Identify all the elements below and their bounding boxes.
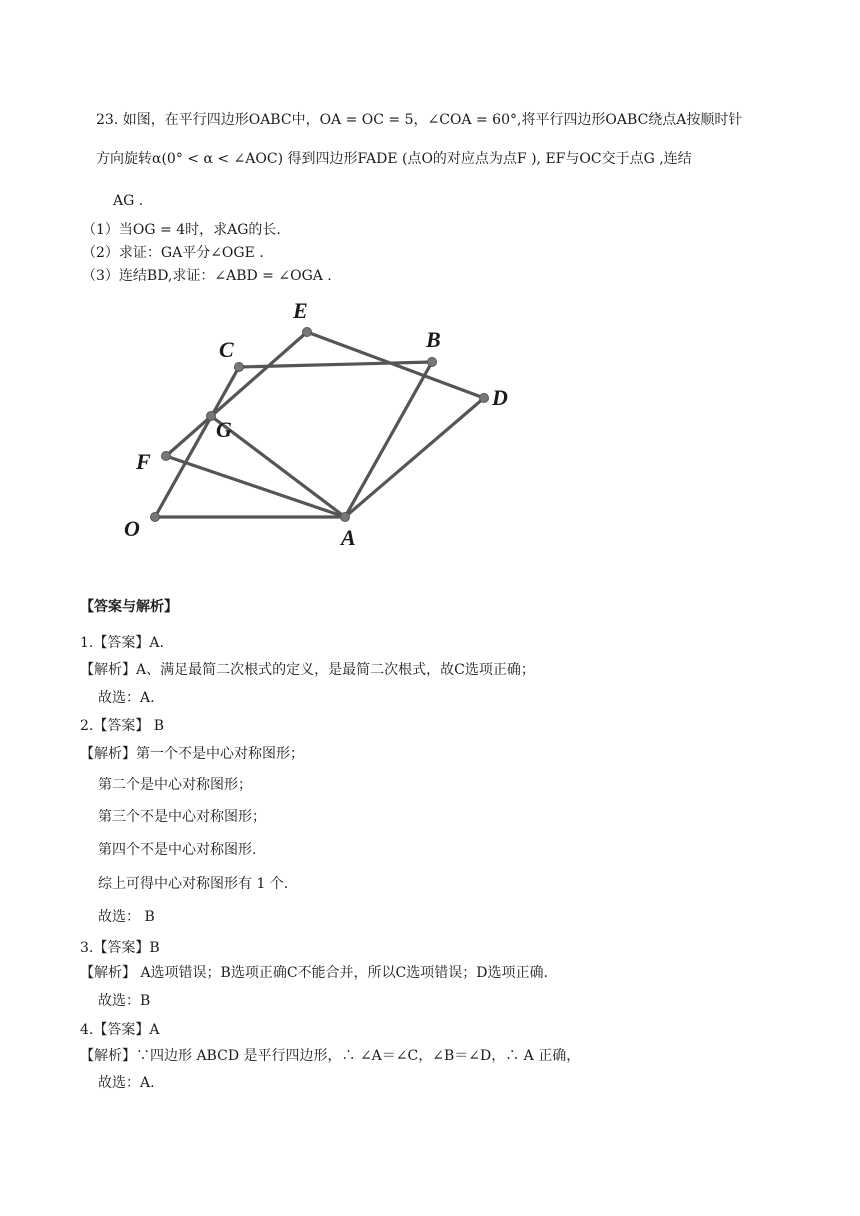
label-F: F xyxy=(136,449,151,474)
label-O: O xyxy=(124,516,140,541)
label-A: A xyxy=(341,525,356,550)
answer-2-analysis-5: 综上可得中心对称图形有 1 个. xyxy=(98,876,289,892)
question-stem-text-1: 如图，在平行四边形OABC中，OA = OC = 5，∠COA = 60°,将平行四边形OABC绕点A按顺时针 xyxy=(122,112,743,128)
point-D xyxy=(480,394,489,403)
question-stem-line-3: AG . xyxy=(113,193,144,209)
sub-question-1: （1）当OG = 4时，求AG的长. xyxy=(82,222,281,238)
label-C: C xyxy=(219,337,234,362)
answer-4-line: 4.【答案】A xyxy=(80,1022,160,1038)
label-E: E xyxy=(293,298,308,323)
edge-CO xyxy=(155,367,239,517)
point-E xyxy=(303,328,312,337)
answer-3-analysis-1: 【解析】 A选项错误；B选项正确C不能合并，所以C选项错误；D选项正确. xyxy=(80,965,548,981)
answer-4-analysis-2: 故选：A. xyxy=(98,1075,155,1091)
point-O xyxy=(151,513,160,522)
answer-1-analysis-2: 故选：A. xyxy=(98,690,155,706)
question-stem-line-1 xyxy=(96,110,742,130)
point-B xyxy=(428,358,437,367)
point-G xyxy=(207,412,216,421)
answer-3-line: 3.【答案】B xyxy=(80,940,160,956)
answer-4-analysis-1: 【解析】∵四边形 ABCD 是平行四边形，∴ ∠A＝∠C，∠B＝∠D，∴ A 正确， xyxy=(80,1048,581,1064)
edge-FA xyxy=(166,456,345,517)
label-B: B xyxy=(426,327,441,352)
geometry-figure xyxy=(120,295,540,555)
answer-1-analysis-1: 【解析】A、满足最简二次根式的定义，是最简二次根式，故C选项正确； xyxy=(80,662,535,678)
edge-EF xyxy=(166,332,307,456)
label-G: G xyxy=(216,417,232,442)
edge-AB xyxy=(345,362,432,517)
question-number: 23. xyxy=(96,112,119,128)
answer-2-line: 2.【答案】 B xyxy=(80,718,165,734)
point-F xyxy=(162,452,171,461)
answer-2-analysis-3: 第三个不是中心对称图形； xyxy=(98,809,266,825)
answer-2-analysis-2: 第二个是中心对称图形； xyxy=(98,777,252,793)
answer-2-analysis-4: 第四个不是中心对称图形. xyxy=(98,842,257,858)
point-C xyxy=(235,363,244,372)
answer-1-line: 1.【答案】A. xyxy=(80,635,164,651)
answer-3-analysis-2: 故选：B xyxy=(98,993,151,1009)
question-stem-line-2: 方向旋转α(0° < α < ∠AOC) 得到四边形FADE (点O的对应点为点F ), EF与OC交于点G ,连结 xyxy=(96,151,692,167)
label-D: D xyxy=(492,385,508,410)
answer-2-analysis-6: 故选： B xyxy=(98,909,155,925)
answers-heading: 【答案与解析】 xyxy=(80,599,178,615)
answer-2-analysis-1: 【解析】第一个不是中心对称图形； xyxy=(80,746,304,762)
sub-question-3: （3）连结BD,求证：∠ABD = ∠OGA . xyxy=(82,268,332,284)
edge-AD xyxy=(345,398,484,517)
point-A xyxy=(341,513,350,522)
sub-question-2: （2）求证：GA平分∠OGE . xyxy=(82,245,264,261)
